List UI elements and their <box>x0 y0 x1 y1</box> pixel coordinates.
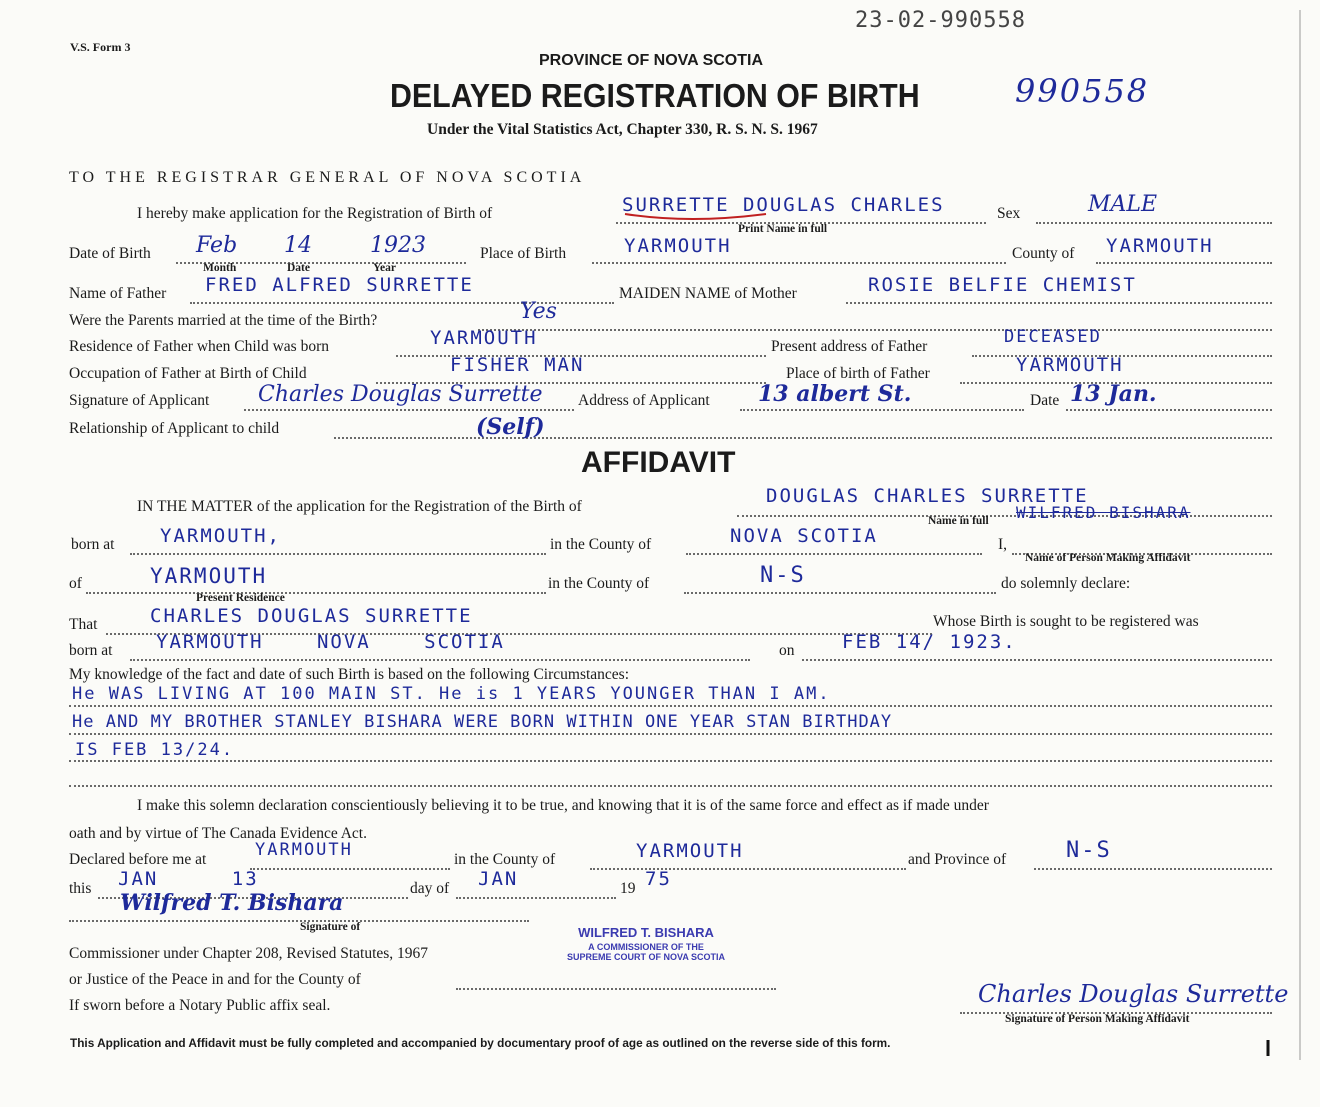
province-heading: PROVINCE OF NOVA SCOTIA <box>539 52 764 69</box>
this-label: this <box>69 880 92 897</box>
solemn-declaration-line-2: oath and by virtue of The Canada Evidence Act. <box>69 825 367 842</box>
year-value: 75 <box>645 868 672 890</box>
application-intro: I hereby make application for the Registration of Birth of <box>137 205 493 222</box>
sex-label: Sex <box>997 205 1021 222</box>
province-value: N-S <box>1066 838 1112 863</box>
commissioner-line: Commissioner under Chapter 208, Revised Statutes, 1967 <box>69 945 429 962</box>
sex-value: MALE <box>1088 192 1158 217</box>
this-value: JAN 13 <box>118 868 259 890</box>
father-value: FRED ALFRED SURRETTE <box>205 274 474 296</box>
affidavit-county2-value: N-S <box>760 563 806 588</box>
form-code: V.S. Form 3 <box>70 40 131 54</box>
matter-name-caption: Name in full <box>928 515 989 527</box>
father-birthplace-value: YARMOUTH <box>1016 354 1124 376</box>
mother-label: MAIDEN NAME of Mother <box>619 285 797 302</box>
of-label: of <box>69 575 82 592</box>
relationship-label: Relationship of Applicant to child <box>69 420 280 437</box>
that-label: That <box>69 616 98 633</box>
deponent-caption: Name of Person Making Affidavit <box>1025 552 1191 564</box>
dob-date-value: 14 <box>284 233 312 258</box>
present-address-value: DECEASED <box>1004 327 1102 347</box>
stamp-line-2: A COMMISSIONER OF THE <box>588 942 704 952</box>
on-value: FEB 14/ 1923. <box>842 631 1017 653</box>
day-of-value: JAN <box>478 868 519 890</box>
dob-year-value: 1923 <box>370 233 426 258</box>
knowledge-label: My knowledge of the fact and date of such Birth is based on the following Circumstances: <box>69 666 630 683</box>
applicant-address-value: 13 albert St. <box>758 381 912 407</box>
of-value: YARMOUTH <box>150 564 268 588</box>
dob-month-value: Feb <box>196 233 238 258</box>
commissioner-signature: Wilfred T. Bishara <box>120 890 344 916</box>
deponent-name-value: WILFRED BISHARA <box>1016 503 1191 522</box>
applicant-address-label: Address of Applicant <box>578 392 710 409</box>
child-name-value: SURRETTE DOUGLAS CHARLES <box>622 194 945 216</box>
to-registrar-line: TO THE REGISTRAR GENERAL OF NOVA SCOTIA <box>69 169 586 186</box>
top-registration-number: 23-02-990558 <box>855 8 1026 33</box>
notary-line: If sworn before a Notary Public affix seal. <box>69 997 331 1014</box>
day-of-label: day of <box>410 880 450 897</box>
justice-line: or Justice of the Peace in and for the County of <box>69 971 361 988</box>
pob-value: YARMOUTH <box>624 235 732 257</box>
stamp-line-3: SUPREME COURT OF NOVA SCOTIA <box>566 952 725 962</box>
year-caption: Year <box>373 262 396 274</box>
residence-label: Residence of Father when Child was born <box>69 338 329 355</box>
affidavit-heading: AFFIDAVIT <box>581 446 736 479</box>
name-caption: Print Name in full <box>738 223 828 235</box>
stamp-name: WILFRED T. BISHARA <box>578 925 714 940</box>
declared-value: YARMOUTH <box>255 840 353 860</box>
father-birthplace-label: Place of birth of Father <box>786 365 930 382</box>
red-underline <box>625 214 766 219</box>
dob-label: Date of Birth <box>69 245 151 262</box>
present-address-label: Present address of Father <box>771 338 928 355</box>
declared-label: Declared before me at <box>69 851 207 868</box>
i-label: I, <box>998 536 1008 553</box>
affidavit-county-label: in the County of <box>550 536 652 553</box>
deponent-signature: Charles Douglas Surrette <box>978 980 1289 1008</box>
that-value: CHARLES DOUGLAS SURRETTE <box>150 605 473 627</box>
affidavit-county-value: NOVA SCOTIA <box>730 525 878 547</box>
born-at2-value: YARMOUTH NOVA SCOTIA <box>156 631 505 653</box>
handwritten-reg-number: 990558 <box>1015 72 1150 110</box>
signature-of-caption: Signature of <box>300 921 361 933</box>
solemn-declaration-line-1: I make this solemn declaration conscientiously believing it to be true, and knowing that it is of the same force and effect as if made under <box>137 797 989 814</box>
month-caption: Month <box>203 262 237 274</box>
county-value: YARMOUTH <box>1106 235 1214 257</box>
occupation-value: FISHER MAN <box>450 354 585 376</box>
province-label: and Province of <box>908 851 1007 868</box>
year-prefix: 19 <box>620 880 636 897</box>
applicant-signature-value: Charles Douglas Surrette <box>258 382 543 407</box>
declared-county-label: in the County of <box>454 851 556 868</box>
married-value: Yes <box>520 299 557 324</box>
application-date-value: 13 Jan. <box>1070 381 1157 407</box>
occupation-label: Occupation of Father at Birth of Child <box>69 365 307 382</box>
born-at-label: born at <box>71 536 115 553</box>
date-caption: Date <box>287 262 310 274</box>
county-label: County of <box>1012 245 1075 262</box>
whose-birth-label: Whose Birth is sought to be registered was <box>933 613 1199 630</box>
matter-value: DOUGLAS CHARLES SURRETTE <box>766 485 1089 507</box>
applicant-signature-label: Signature of Applicant <box>69 392 210 409</box>
father-label: Name of Father <box>69 285 167 302</box>
pob-label: Place of Birth <box>480 245 567 262</box>
circumstance-line-3: IS FEB 13/24. <box>75 740 235 760</box>
born-at2-label: born at <box>69 642 113 659</box>
affidavit-county2-label: in the County of <box>548 575 650 592</box>
born-at-value: YARMOUTH, <box>160 525 281 547</box>
declare-label: do solemnly declare: <box>1001 575 1131 592</box>
footer-note: This Application and Affidavit must be fully completed and accompanied by documentary proof of age as outlined on the reverse side of this form. <box>70 1036 891 1050</box>
mother-value: ROSIE BELFIE CHEMIST <box>868 274 1137 296</box>
matter-label: IN THE MATTER of the application for the Registration of the Birth of <box>137 498 582 515</box>
married-label: Were the Parents married at the time of the Birth? <box>69 312 378 329</box>
on-label: on <box>779 642 795 659</box>
present-residence-caption: Present Residence <box>196 592 285 604</box>
application-date-label: Date <box>1030 392 1060 409</box>
form-subtitle: Under the Vital Statistics Act, Chapter 330, R. S. N. S. 1967 <box>427 121 818 138</box>
deponent-signature-caption: Signature of Person Making Affidavit <box>1005 1013 1190 1025</box>
declared-county-value: YARMOUTH <box>636 840 744 862</box>
circumstance-line-2: He AND MY BROTHER STANLEY BISHARA WERE BORN WITHIN ONE YEAR STAN BIRTHDAY <box>72 712 893 732</box>
form-title: DELAYED REGISTRATION OF BIRTH <box>390 77 920 114</box>
residence-value: YARMOUTH <box>430 327 538 349</box>
circumstance-line-1: He WAS LIVING AT 100 MAIN ST. He is 1 YEARS YOUNGER THAN I AM. <box>72 684 831 704</box>
relationship-value: (Self) <box>476 414 545 440</box>
